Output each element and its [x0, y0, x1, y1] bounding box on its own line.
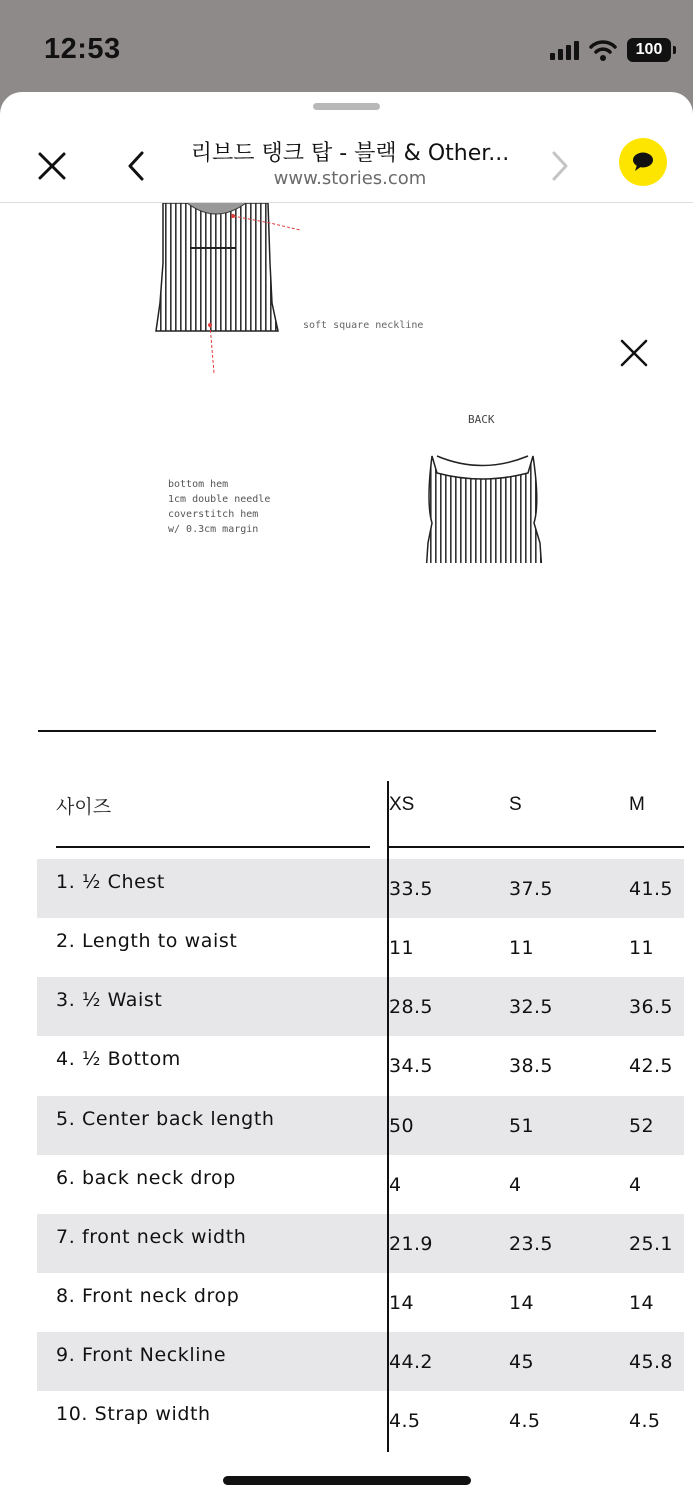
- table-header: [0, 778, 693, 848]
- sheet-grabber[interactable]: [313, 103, 380, 110]
- value-s: 45: [509, 1351, 534, 1373]
- column-divider: [387, 781, 389, 1452]
- status-icons: [550, 38, 671, 62]
- table-row: [37, 1155, 684, 1214]
- value-m: 4.5: [629, 1410, 661, 1432]
- in-app-browser-sheet: [0, 92, 693, 1500]
- value-m: 14: [629, 1292, 654, 1314]
- table-row: [37, 1096, 684, 1155]
- page-title: 리브드 탱크 탑 - 블랙 & Other...: [190, 141, 510, 166]
- measurement-label: 3. ½ Waist: [56, 989, 163, 1011]
- measurement-label: 10. Strap width: [56, 1403, 211, 1425]
- cellular-signal-icon: [550, 40, 579, 60]
- value-s: 37.5: [509, 878, 553, 900]
- value-xs: 4: [389, 1174, 402, 1196]
- value-s: 38.5: [509, 1055, 553, 1077]
- measurement-label: 2. Length to waist: [56, 930, 238, 952]
- measurement-label: 9. Front Neckline: [56, 1344, 227, 1366]
- value-m: 25.1: [629, 1233, 673, 1255]
- measurement-label: 8. Front neck drop: [56, 1285, 240, 1307]
- bottom-hem-note: bottom hem 1cm double needle coverstitch hem w/ 0.3cm margin: [168, 479, 271, 535]
- measurement-label: 6. back neck drop: [56, 1167, 236, 1189]
- value-xs: 50: [389, 1115, 414, 1137]
- size-header-label: 사이즈: [56, 796, 112, 818]
- tank-top-sketch-image: [0, 203, 693, 563]
- kakao-chat-button[interactable]: [619, 138, 667, 186]
- value-s: 4: [509, 1174, 522, 1196]
- value-xs: 21.9: [389, 1233, 433, 1255]
- page-content: [0, 203, 693, 1500]
- value-m: 4: [629, 1174, 642, 1196]
- battery-level: 100: [635, 41, 663, 58]
- table-row: [37, 1391, 684, 1450]
- value-m: 45.8: [629, 1351, 673, 1373]
- value-s: 14: [509, 1292, 534, 1314]
- value-s: 32.5: [509, 996, 553, 1018]
- value-m: 52: [629, 1115, 654, 1137]
- table-row: [37, 1332, 684, 1391]
- value-xs: 28.5: [389, 996, 433, 1018]
- table-row: [37, 977, 684, 1036]
- close-icon[interactable]: [30, 144, 74, 188]
- page-url: www.stories.com: [273, 168, 427, 189]
- battery-icon: [627, 38, 671, 62]
- value-m: 11: [629, 937, 654, 959]
- status-bar: [0, 0, 693, 95]
- back-label: BACK: [468, 413, 495, 426]
- table-row: [37, 1214, 684, 1273]
- table-row: [37, 1036, 684, 1095]
- garment-sketch: [0, 203, 693, 563]
- chat-bubble-icon: [631, 151, 655, 173]
- size-xs-header: XS: [389, 794, 415, 815]
- back-arrow-icon[interactable]: [116, 144, 156, 188]
- measurement-label: 7. front neck width: [56, 1226, 247, 1248]
- value-s: 51: [509, 1115, 534, 1137]
- home-indicator[interactable]: [223, 1476, 471, 1485]
- value-m: 36.5: [629, 996, 673, 1018]
- measurement-label: 1. ½ Chest: [56, 871, 165, 893]
- value-s: 11: [509, 937, 534, 959]
- value-xs: 33.5: [389, 878, 433, 900]
- value-m: 42.5: [629, 1055, 673, 1077]
- header-underline: [56, 846, 370, 848]
- table-row: [37, 1273, 684, 1332]
- value-xs: 11: [389, 937, 414, 959]
- header-underline: [389, 846, 684, 848]
- measurement-label: 4. ½ Bottom: [56, 1048, 181, 1070]
- table-row: [37, 859, 684, 918]
- status-time: 12:53: [44, 33, 121, 65]
- section-divider-top: [38, 730, 656, 732]
- value-m: 41.5: [629, 878, 673, 900]
- value-s: 23.5: [509, 1233, 553, 1255]
- measurement-label: 5. Center back length: [56, 1108, 275, 1130]
- size-s-header: S: [509, 794, 522, 815]
- table-row: [37, 918, 684, 977]
- size-m-header: M: [629, 794, 645, 815]
- forward-arrow-icon[interactable]: [540, 144, 580, 188]
- value-xs: 4.5: [389, 1410, 421, 1432]
- value-xs: 34.5: [389, 1055, 433, 1077]
- wifi-icon: [589, 39, 617, 61]
- value-xs: 14: [389, 1292, 414, 1314]
- close-image-icon[interactable]: [615, 334, 653, 372]
- value-s: 4.5: [509, 1410, 541, 1432]
- value-xs: 44.2: [389, 1351, 433, 1373]
- neckline-note: soft square neckline: [303, 320, 424, 331]
